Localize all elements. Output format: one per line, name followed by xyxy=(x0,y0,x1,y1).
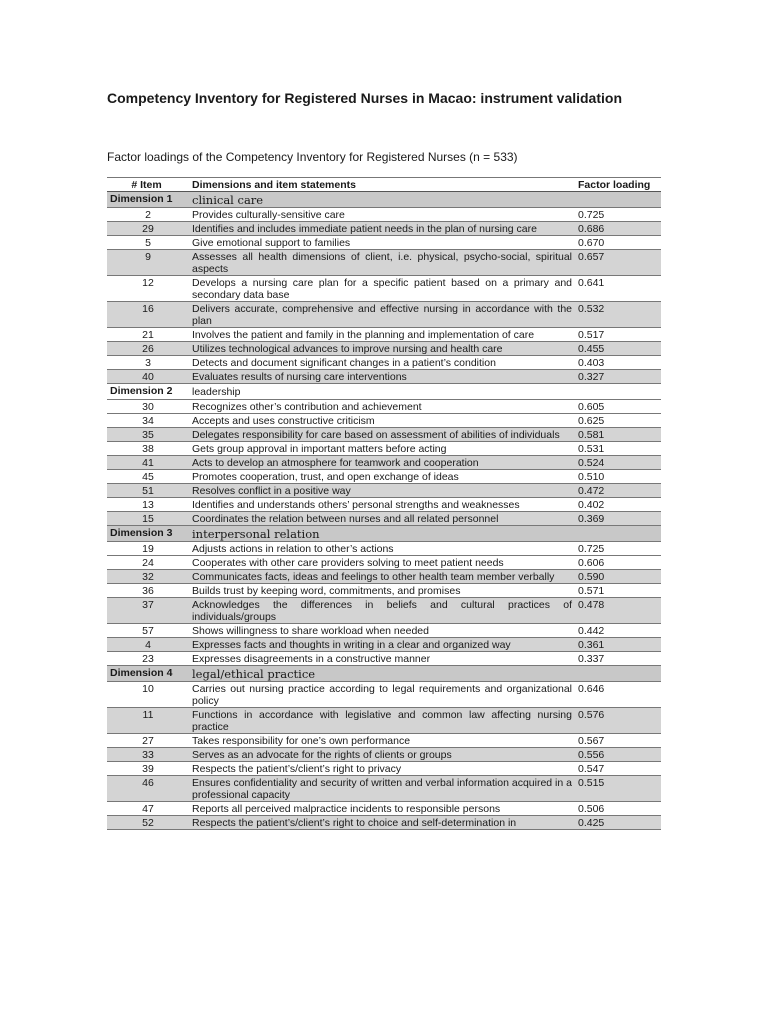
factor-loading-value: 0.605 xyxy=(575,400,661,414)
item-number: 40 xyxy=(107,370,189,384)
item-statement: Respects the patient’s/client’s right to choice and self-determination in xyxy=(189,816,575,830)
item-statement: Involves the patient and family in the planning and implementation of care xyxy=(189,328,575,342)
factor-loading-value: 0.625 xyxy=(575,414,661,428)
item-number: 23 xyxy=(107,652,189,666)
dimension-label: Dimension 3 xyxy=(107,526,189,542)
item-number: 45 xyxy=(107,470,189,484)
item-statement: Coordinates the relation between nurses and all related personnel xyxy=(189,512,575,526)
table-row xyxy=(107,624,661,638)
item-statement: Resolves conflict in a positive way xyxy=(189,484,575,498)
factor-loading-value: 0.442 xyxy=(575,624,661,638)
factor-loading-value: 0.556 xyxy=(575,748,661,762)
item-statement: Takes responsibility for one’s own performance xyxy=(189,734,575,748)
item-number: 19 xyxy=(107,542,189,556)
factor-loading-value: 0.327 xyxy=(575,370,661,384)
item-statement: Assesses all health dimensions of client, i.e. physical, psycho-social, spiritual aspects xyxy=(189,250,575,276)
table-row xyxy=(107,236,661,250)
item-number: 30 xyxy=(107,400,189,414)
item-statement: Builds trust by keeping word, commitments, and promises xyxy=(189,584,575,598)
factor-loading-value: 0.590 xyxy=(575,570,661,584)
item-statement: Reports all perceived malpractice incidents to responsible persons xyxy=(189,802,575,816)
item-statement: Delivers accurate, comprehensive and effective nursing in accordance with the plan xyxy=(189,302,575,328)
item-number: 9 xyxy=(107,250,189,276)
dimension-header-row xyxy=(107,666,661,682)
factor-loading-value: 0.547 xyxy=(575,762,661,776)
table-row xyxy=(107,442,661,456)
header-statement: Dimensions and item statements xyxy=(189,178,575,192)
item-statement: Identifies and understands others’ personal strengths and weaknesses xyxy=(189,498,575,512)
table-row xyxy=(107,208,661,222)
item-statement: Acts to develop an atmosphere for teamwork and cooperation xyxy=(189,456,575,470)
item-statement: Respects the patient’s/client’s right to privacy xyxy=(189,762,575,776)
dimension-label: Dimension 2 xyxy=(107,384,189,400)
item-statement: Accepts and uses constructive criticism xyxy=(189,414,575,428)
table-row xyxy=(107,638,661,652)
factor-loading-value: 0.510 xyxy=(575,470,661,484)
item-number: 34 xyxy=(107,414,189,428)
item-statement: Serves as an advocate for the rights of clients or groups xyxy=(189,748,575,762)
table-row xyxy=(107,542,661,556)
item-statement: Promotes cooperation, trust, and open exchange of ideas xyxy=(189,470,575,484)
item-statement: Evaluates results of nursing care interventions xyxy=(189,370,575,384)
item-number: 4 xyxy=(107,638,189,652)
table-row xyxy=(107,414,661,428)
item-statement: Develops a nursing care plan for a specific patient based on a primary and secondary data base xyxy=(189,276,575,302)
table-row xyxy=(107,356,661,370)
item-number: 57 xyxy=(107,624,189,638)
item-statement: Ensures confidentiality and security of written and verbal information acquired in a professional capacity xyxy=(189,776,575,802)
page-title: Competency Inventory for Registered Nurses in Macao: instrument validation xyxy=(107,90,622,106)
item-number: 21 xyxy=(107,328,189,342)
factor-loading-value: 0.725 xyxy=(575,542,661,556)
item-number: 11 xyxy=(107,708,189,734)
factor-loading-value: 0.361 xyxy=(575,638,661,652)
item-number: 10 xyxy=(107,682,189,708)
item-statement: Expresses facts and thoughts in writing in a clear and organized way xyxy=(189,638,575,652)
table-row xyxy=(107,328,661,342)
item-statement: Utilizes technological advances to improve nursing and health care xyxy=(189,342,575,356)
header-item: # Item xyxy=(107,178,189,192)
table-row xyxy=(107,428,661,442)
factor-loading-value: 0.402 xyxy=(575,498,661,512)
item-number: 2 xyxy=(107,208,189,222)
item-number: 32 xyxy=(107,570,189,584)
factor-loadings-table xyxy=(107,177,661,830)
table-row xyxy=(107,598,661,624)
dimension-name: leadership xyxy=(189,384,575,400)
item-number: 13 xyxy=(107,498,189,512)
item-statement: Identifies and includes immediate patient needs in the plan of nursing care xyxy=(189,222,575,236)
table-row xyxy=(107,400,661,414)
dimension-label: Dimension 4 xyxy=(107,666,189,682)
table-row xyxy=(107,748,661,762)
item-statement: Detects and document significant changes in a patient’s condition xyxy=(189,356,575,370)
table-header-row xyxy=(107,178,661,192)
dimension-header-row xyxy=(107,526,661,542)
item-number: 37 xyxy=(107,598,189,624)
factor-loading-value: 0.686 xyxy=(575,222,661,236)
factor-loading-value: 0.657 xyxy=(575,250,661,276)
dimension-header-row xyxy=(107,384,661,400)
item-statement: Adjusts actions in relation to other’s actions xyxy=(189,542,575,556)
item-statement: Carries out nursing practice according to legal requirements and organizational policy xyxy=(189,682,575,708)
table-row xyxy=(107,456,661,470)
factor-loading-value: 0.576 xyxy=(575,708,661,734)
item-number: 3 xyxy=(107,356,189,370)
item-number: 27 xyxy=(107,734,189,748)
table-row xyxy=(107,276,661,302)
table-row xyxy=(107,802,661,816)
dimension-name: clinical care xyxy=(189,192,575,208)
factor-loading-value: 0.455 xyxy=(575,342,661,356)
factor-loading-value: 0.524 xyxy=(575,456,661,470)
item-number: 16 xyxy=(107,302,189,328)
dimension-name: interpersonal relation xyxy=(189,526,575,542)
item-statement: Delegates responsibility for care based on assessment of abilities of individuals xyxy=(189,428,575,442)
item-statement: Acknowledges the differences in beliefs and cultural practices of individuals/groups xyxy=(189,598,575,624)
dimension-empty-cell xyxy=(575,666,661,682)
dimension-empty-cell xyxy=(575,526,661,542)
item-number: 47 xyxy=(107,802,189,816)
factor-loading-value: 0.517 xyxy=(575,328,661,342)
table-row xyxy=(107,816,661,830)
table-row xyxy=(107,342,661,356)
table-row xyxy=(107,370,661,384)
item-number: 29 xyxy=(107,222,189,236)
item-number: 38 xyxy=(107,442,189,456)
item-statement: Give emotional support to families xyxy=(189,236,575,250)
factor-loading-value: 0.425 xyxy=(575,816,661,830)
item-number: 24 xyxy=(107,556,189,570)
factor-loading-value: 0.369 xyxy=(575,512,661,526)
table-row xyxy=(107,470,661,484)
factor-loading-value: 0.472 xyxy=(575,484,661,498)
dimension-empty-cell xyxy=(575,384,661,400)
item-number: 39 xyxy=(107,762,189,776)
table-row xyxy=(107,222,661,236)
item-number: 12 xyxy=(107,276,189,302)
table-row xyxy=(107,652,661,666)
table-row xyxy=(107,250,661,276)
factor-loading-value: 0.478 xyxy=(575,598,661,624)
item-statement: Provides culturally-sensitive care xyxy=(189,208,575,222)
item-number: 5 xyxy=(107,236,189,250)
table-row xyxy=(107,302,661,328)
factor-loading-value: 0.571 xyxy=(575,584,661,598)
item-number: 51 xyxy=(107,484,189,498)
table-row xyxy=(107,682,661,708)
factor-loading-value: 0.641 xyxy=(575,276,661,302)
factor-loading-value: 0.581 xyxy=(575,428,661,442)
item-statement: Cooperates with other care providers solving to meet patient needs xyxy=(189,556,575,570)
table-row xyxy=(107,556,661,570)
factor-loading-value: 0.506 xyxy=(575,802,661,816)
table-row xyxy=(107,776,661,802)
factor-loading-value: 0.532 xyxy=(575,302,661,328)
factor-loading-value: 0.515 xyxy=(575,776,661,802)
dimension-header-row xyxy=(107,192,661,208)
factor-loading-value: 0.337 xyxy=(575,652,661,666)
item-statement: Gets group approval in important matters before acting xyxy=(189,442,575,456)
table-row xyxy=(107,484,661,498)
item-number: 46 xyxy=(107,776,189,802)
dimension-empty-cell xyxy=(575,192,661,208)
table-row xyxy=(107,584,661,598)
item-number: 36 xyxy=(107,584,189,598)
item-number: 35 xyxy=(107,428,189,442)
item-statement: Communicates facts, ideas and feelings to other health team member verbally xyxy=(189,570,575,584)
table-row xyxy=(107,708,661,734)
factor-loading-value: 0.670 xyxy=(575,236,661,250)
item-statement: Functions in accordance with legislative and common law affecting nursing practice xyxy=(189,708,575,734)
item-statement: Shows willingness to share workload when needed xyxy=(189,624,575,638)
table-caption: Factor loadings of the Competency Inventory for Registered Nurses (n = 533) xyxy=(107,150,518,164)
table-body xyxy=(107,192,661,830)
item-number: 52 xyxy=(107,816,189,830)
factor-loading-value: 0.403 xyxy=(575,356,661,370)
factor-loading-value: 0.567 xyxy=(575,734,661,748)
item-number: 15 xyxy=(107,512,189,526)
item-number: 41 xyxy=(107,456,189,470)
dimension-name: legal/ethical practice xyxy=(189,666,575,682)
factor-loading-value: 0.725 xyxy=(575,208,661,222)
factor-loading-value: 0.646 xyxy=(575,682,661,708)
factor-loading-value: 0.531 xyxy=(575,442,661,456)
item-statement: Expresses disagreements in a constructive manner xyxy=(189,652,575,666)
item-number: 26 xyxy=(107,342,189,356)
table-row xyxy=(107,734,661,748)
item-statement: Recognizes other’s contribution and achievement xyxy=(189,400,575,414)
item-number: 33 xyxy=(107,748,189,762)
table-row xyxy=(107,570,661,584)
table-row xyxy=(107,498,661,512)
factor-loading-value: 0.606 xyxy=(575,556,661,570)
table-row xyxy=(107,512,661,526)
table-row xyxy=(107,762,661,776)
header-loading: Factor loading xyxy=(575,178,661,192)
dimension-label: Dimension 1 xyxy=(107,192,189,208)
